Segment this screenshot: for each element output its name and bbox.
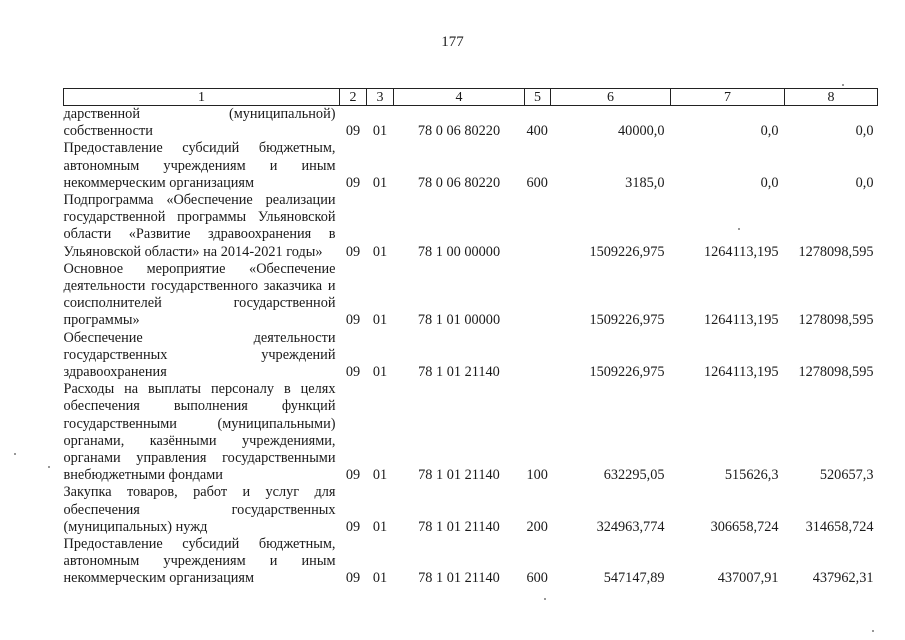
row-amount-2: 437007,91 <box>717 570 779 587</box>
row-section: 09 <box>345 123 361 140</box>
page-number: 177 <box>441 34 464 50</box>
row-amount-2: 1264113,195 <box>703 364 779 381</box>
row-subsection: 01 <box>372 312 388 329</box>
row-amount-3: 1278098,595 <box>798 312 874 329</box>
row-target-code: 78 1 01 21140 <box>418 570 500 587</box>
column-header-5: 5 <box>525 89 551 106</box>
row-section: 09 <box>345 467 361 484</box>
row-subsection: 01 <box>372 174 388 191</box>
row-subsection: 01 <box>372 243 388 260</box>
row-amount-1: 40000,0 <box>618 123 665 140</box>
row-target-code: 78 1 01 21140 <box>418 518 500 535</box>
budget-table <box>63 88 878 588</box>
row-amount-3: 437962,31 <box>812 570 874 587</box>
row-amount-3: 520657,3 <box>819 467 874 484</box>
row-expense-type <box>525 330 551 382</box>
row-target-code: 78 0 06 80220 <box>417 123 501 140</box>
row-expense-type: 200 <box>526 518 548 535</box>
scan-speck <box>544 598 546 600</box>
row-target-code: 78 1 01 21140 <box>418 467 500 484</box>
row-amount-2: 0,0 <box>760 123 779 140</box>
row-amount-2: 515626,3 <box>724 467 779 484</box>
table-row <box>64 484 878 536</box>
row-amount-1: 547147,89 <box>603 570 665 587</box>
row-name: Расходы на выплаты персоналу в целях обеспечения выполнения функций государственными (муниципальными) органами, казёнными учреждениями, органами управления государственными внебюджетными фондами <box>63 381 336 484</box>
column-header-4: 4 <box>394 89 525 106</box>
row-amount-3: 1278098,595 <box>798 364 874 381</box>
row-name: дарственной (муниципальной) собственности <box>63 106 336 140</box>
row-amount-3: 0,0 <box>855 174 874 191</box>
table-row <box>64 261 878 330</box>
row-section: 09 <box>345 174 361 191</box>
row-amount-1: 1509226,975 <box>589 364 665 381</box>
row-expense-type: 100 <box>526 467 548 484</box>
row-name: Предоставление субсидий бюджетным, автономным учреждениям и иным некоммерческим организациям <box>63 140 336 191</box>
row-subsection: 01 <box>372 364 388 381</box>
row-target-code: 78 1 01 21140 <box>418 364 500 381</box>
row-name: Основное мероприятие «Обеспечение деятельности государственного заказчика и соисполнителей государственной программы» <box>63 260 336 329</box>
row-amount-2: 1264113,195 <box>703 243 779 260</box>
row-subsection: 01 <box>372 570 388 587</box>
row-name: Подпрограмма «Обеспечение реализации государственной программы Ульяновской области «Развитие здравоохранения в Ульяновской области» на 2014-2021 годы» <box>63 192 336 260</box>
column-header-1: 1 <box>64 89 340 106</box>
scan-speck <box>14 453 16 455</box>
row-amount-1: 1509226,975 <box>589 312 665 329</box>
column-header-8: 8 <box>785 89 878 106</box>
row-subsection: 01 <box>372 123 388 140</box>
table-row <box>64 192 878 261</box>
table-row <box>64 536 878 588</box>
column-header-3: 3 <box>367 89 394 106</box>
scan-speck <box>872 630 874 632</box>
scan-speck <box>842 84 844 86</box>
row-subsection: 01 <box>372 518 388 535</box>
row-section: 09 <box>345 312 361 329</box>
row-amount-1: 1509226,975 <box>589 243 665 260</box>
column-header-7: 7 <box>671 89 785 106</box>
row-expense-type: 600 <box>526 570 548 587</box>
row-amount-2: 1264113,195 <box>703 312 779 329</box>
table-header-row <box>64 89 878 106</box>
column-header-2: 2 <box>340 89 367 106</box>
row-section: 09 <box>345 243 361 260</box>
row-expense-type: 600 <box>526 174 548 191</box>
row-amount-1: 324963,774 <box>596 518 665 535</box>
table-row <box>64 106 878 141</box>
row-target-code: 78 1 01 00000 <box>417 312 501 329</box>
table-row <box>64 140 878 192</box>
row-section: 09 <box>345 364 361 381</box>
row-amount-3: 314658,724 <box>805 518 874 535</box>
row-section: 09 <box>345 570 361 587</box>
row-expense-type <box>525 192 551 261</box>
row-amount-1: 632295,05 <box>603 467 665 484</box>
row-expense-type <box>525 261 551 330</box>
row-name: Обеспечение деятельности государственных учреждений здравоохранения <box>63 329 336 381</box>
column-header-6: 6 <box>551 89 671 106</box>
row-target-code: 78 1 00 00000 <box>417 243 501 260</box>
scan-speck <box>48 466 50 468</box>
table-row <box>64 381 878 484</box>
row-amount-3: 0,0 <box>855 123 874 140</box>
table-row <box>64 330 878 382</box>
row-subsection: 01 <box>372 467 388 484</box>
row-amount-3: 1278098,595 <box>798 243 874 260</box>
row-section: 09 <box>345 518 361 535</box>
row-name: Закупка товаров, работ и услуг для обеспечения государственных (муниципальных) нужд <box>63 484 336 535</box>
row-expense-type: 400 <box>526 123 548 140</box>
row-target-code: 78 0 06 80220 <box>417 174 501 191</box>
row-amount-1: 3185,0 <box>625 174 665 191</box>
row-name: Предоставление субсидий бюджетным, автономным учреждениям и иным некоммерческим организациям <box>63 536 336 587</box>
row-amount-2: 306658,724 <box>710 518 779 535</box>
row-amount-2: 0,0 <box>760 174 779 191</box>
scan-speck <box>738 228 740 230</box>
